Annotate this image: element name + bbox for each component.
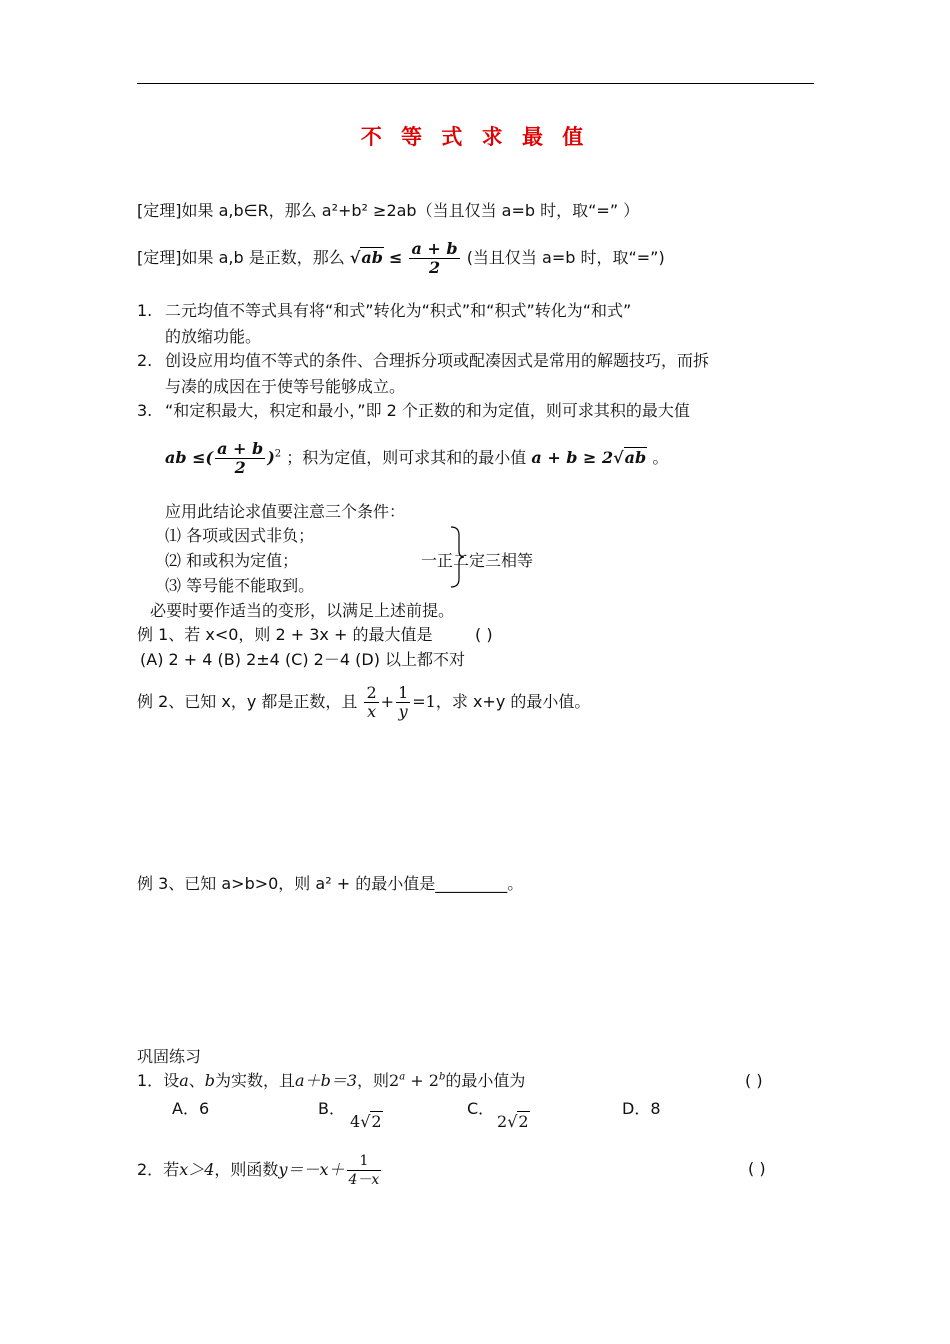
theorem-2-suffix: (当且仅当 a=b 时，取“=”) <box>466 248 665 267</box>
example-1-options: (A) 2 + 4 (B) 2±4 (C) 2－4 (D) 以上都不对 <box>140 650 466 669</box>
example-2-prefix: 例 2、已知 x，y 都是正数，且 <box>137 692 358 711</box>
q1-option-a <box>172 1099 209 1119</box>
example-3: 例 3、已知 a>b>0，则 a² + 的最小值是_________。 <box>137 874 524 893</box>
fraction-a-plus-b-over-2 <box>409 240 459 277</box>
q2-fraction-num: 1 <box>347 1152 382 1171</box>
q1-option-d-label: D． <box>622 1099 651 1118</box>
q1-exp-a: a <box>399 1071 406 1083</box>
point-2-line-1: 创设应用均值不等式的条件、合理拆分项或配凑因式是常用的解题技巧，而拆 <box>165 351 710 370</box>
example-2-fraction-1 <box>364 684 378 721</box>
q2-blank: ( ) <box>748 1159 766 1178</box>
q1-var-a: a <box>179 1071 189 1090</box>
conditions-summary: 一正二定三相等 <box>421 551 534 570</box>
q1-option-b-label: B． <box>318 1099 345 1118</box>
leq-sign: ≤ <box>388 248 403 267</box>
example-2-eq: =1 <box>412 692 436 711</box>
formula-exponent: 2 <box>274 448 282 460</box>
q1-option-d <box>622 1099 661 1119</box>
q1-sep: 、 <box>188 1071 205 1090</box>
q2-fraction <box>347 1152 382 1189</box>
condition-3: ⑶ 等号能不能取到。 <box>165 576 315 595</box>
q1-text-post: ，则 <box>357 1071 390 1090</box>
q2-text-pre: 若 <box>163 1160 180 1179</box>
point-3-number: 3. <box>137 401 153 420</box>
example-2 <box>137 682 590 726</box>
q1-exp-b: b <box>438 1071 446 1083</box>
q1-number: 1． <box>137 1071 164 1090</box>
q1-option-c-coef: 2 <box>497 1112 508 1131</box>
example-2-f2-num: 1 <box>398 683 409 702</box>
q1-option-c-label: C． <box>467 1099 495 1118</box>
point-2-number: 2. <box>137 351 153 370</box>
example-2-f1-den: x <box>364 702 378 721</box>
q1-text-pre: 设 <box>163 1071 180 1090</box>
top-rule <box>137 83 814 84</box>
formula-end: 。 <box>652 448 669 467</box>
formula-separator: ；积为定值，则可求其和的最小值 <box>286 448 527 467</box>
q2-fraction-den: 4－x <box>348 1172 380 1188</box>
q1-option-b-coef: 4 <box>350 1112 361 1131</box>
example-2-plus: + <box>380 692 395 711</box>
formula-sqrt: √ab <box>613 448 647 467</box>
fraction-denominator: 2 <box>428 258 441 277</box>
q1-blank: ( ) <box>745 1071 763 1090</box>
sqrt-ab: √ab <box>349 248 383 267</box>
q2-text-mid: ，则函数 <box>214 1160 279 1179</box>
conditions-note: 必要时要作适当的变形，以满足上述前提。 <box>150 601 455 620</box>
q1-option-b-rad: 2 <box>371 1112 382 1131</box>
q1-option-c-rad: 2 <box>518 1112 529 1131</box>
q1-var-b: b <box>204 1071 216 1090</box>
example-2-f1-num: 2 <box>366 683 377 702</box>
condition-1: ⑴ 各项或因式非负； <box>165 526 315 545</box>
formula-line <box>165 438 668 484</box>
q1-text-mid: 为实数，且 <box>215 1071 296 1090</box>
formula-fraction-numerator: a + b <box>217 439 264 458</box>
theorem-2 <box>137 238 665 282</box>
q1-condition: a＋b＝3 <box>295 1071 357 1090</box>
example-2-f2-den: y <box>396 702 410 721</box>
q1-option-a-value: 6 <box>198 1099 210 1118</box>
point-3-line-1: “和定积最大，积定和最小，”即 2 个正数的和为定值，则可求其积的最大值 <box>165 401 690 420</box>
q2-condition: x＞4 <box>179 1160 215 1179</box>
q1-text-end: 的最小值为 <box>445 1071 526 1090</box>
fraction-numerator: a + b <box>411 239 458 258</box>
theorem-2-prefix: [定理]如果 a,b 是正数，那么 <box>137 248 345 267</box>
example-2-suffix: ，求 x+y 的最小值。 <box>435 692 591 711</box>
formula-close: ) <box>267 448 275 467</box>
conditions-intro: 应用此结论求值要注意三个条件： <box>165 502 406 521</box>
theorem-1: [定理]如果 a,b∈R，那么 a²+b² ≥2ab（当且仅当 a=b 时，取“=” ） <box>137 201 640 220</box>
practice-heading: 巩固练习 <box>137 1047 202 1066</box>
sqrt-radicand: ab <box>361 248 383 267</box>
q1-option-a-label: A． <box>172 1099 199 1118</box>
formula-lhs: ab ≤( <box>165 448 214 467</box>
practice-q1 <box>137 1071 525 1091</box>
point-2-line-2: 与凑的成因在于使等号能够成立。 <box>165 377 406 396</box>
practice-q2 <box>137 1150 383 1194</box>
example-1-question: 例 1、若 x<0，则 2 + 3x + 的最大值是 <box>137 625 433 644</box>
q1-option-d-value: 8 <box>650 1099 661 1118</box>
q2-number: 2． <box>137 1160 164 1179</box>
point-1-number: 1. <box>137 301 153 320</box>
condition-2: ⑵ 和或积为定值； <box>165 551 299 570</box>
example-2-fraction-2 <box>396 684 410 721</box>
example-1-blank: ( ) <box>475 625 493 644</box>
q1-expr-plus: + 2 <box>405 1071 439 1090</box>
q1-option-b-sqrt: √2 <box>360 1112 382 1131</box>
formula-fraction <box>215 440 265 477</box>
q1-option-c-sqrt: √2 <box>507 1112 529 1131</box>
formula-rhs: a + b ≥ 2 <box>531 448 614 467</box>
point-1-line-1: 二元均值不等式具有将“和式”转化为“积式”和“积式”转化为“和式” <box>165 301 632 320</box>
page-title: 不 等 式 求 最 值 <box>360 125 590 149</box>
q1-expr-base: 2 <box>389 1071 400 1090</box>
q2-function: y＝－x＋ <box>278 1160 345 1179</box>
q1-option-c-value <box>497 1112 530 1132</box>
q1-option-b-value <box>350 1112 383 1132</box>
point-1-line-2: 的放缩功能。 <box>165 327 262 346</box>
formula-fraction-denominator: 2 <box>234 458 246 477</box>
formula-sqrt-radicand: ab <box>624 448 647 467</box>
